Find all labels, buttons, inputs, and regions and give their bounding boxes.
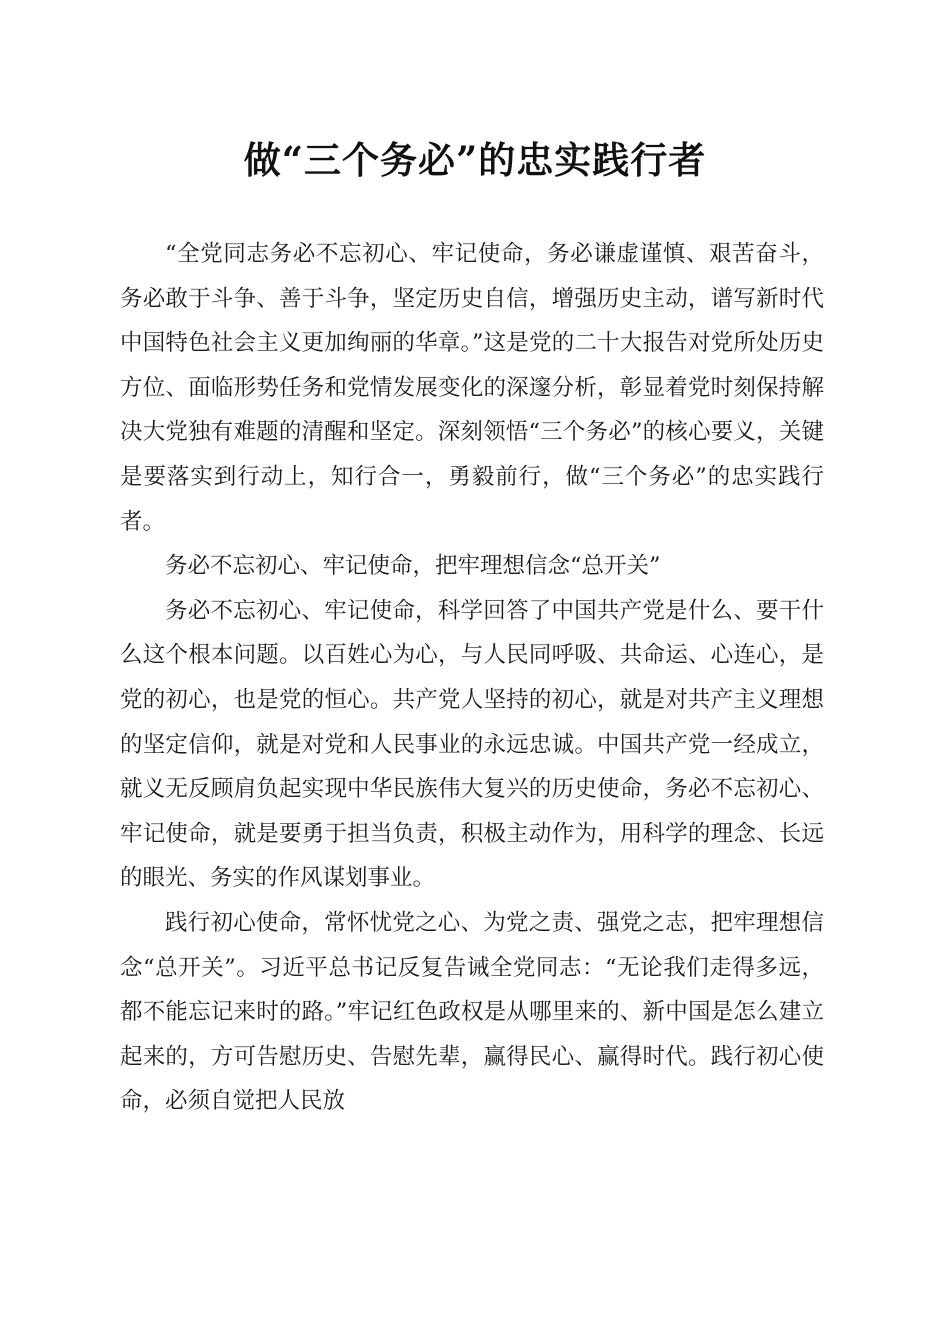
paragraph-body: 践行初心使命，常怀忧党之心、为党之责、强党之志，把牢理想信念“总开关”。习近平总书记反复告诫全党同志：“无论我们走得多远，都不能忘记来时的路。”牢记红色政权是从哪里来的、新中国是怎么建立起来的，方可告慰历史、告慰先辈，赢得民心、赢得时代。践行初心使命，必须自觉把人民放 [120, 909, 824, 1115]
document-body [120, 232, 824, 1124]
document-title: 做“三个务必”的忠实践行者 [243, 138, 707, 182]
paragraph-body: 务必不忘初心、牢记使命，科学回答了中国共产党是什么、要干什么这个根本问题。以百姓心为心，与人民同呼吸、共命运、心连心，是党的初心，也是党的恒心。共产党人坚持的初心，就是对共产主义理想的坚定信仰，就是对党和人民事业的永远忠诚。中国共产党一经成立，就义无反顾肩负起实现中华民族伟大复兴的历史使命，务必不忘初心、牢记使命，就是要勇于担当负责，积极主动作为，用科学的理念、长远的眼光、务实的作风谋划事业。 [120, 597, 824, 892]
section-heading: 务必不忘初心、牢记使命，把牢理想信念“总开关” [165, 553, 661, 580]
paragraph-intro: “全党同志务必不忘初心、牢记使命，务必谦虚谨慎、艰苦奋斗，务必敢于斗争、善于斗争，坚定历史自信，增强历史主动，谱写新时代中国特色社会主义更加绚丽的华章。”这是党的二十大报告对党所处历史方位、面临形势任务和党情发展变化的深邃分析，彰显着党时刻保持解决大党独有难题的清醒和坚定。深刻领悟“三个务必”的核心要义，关键是要落实到行动上，知行合一，勇毅前行，做“三个务必”的忠实践行者。 [120, 241, 824, 535]
